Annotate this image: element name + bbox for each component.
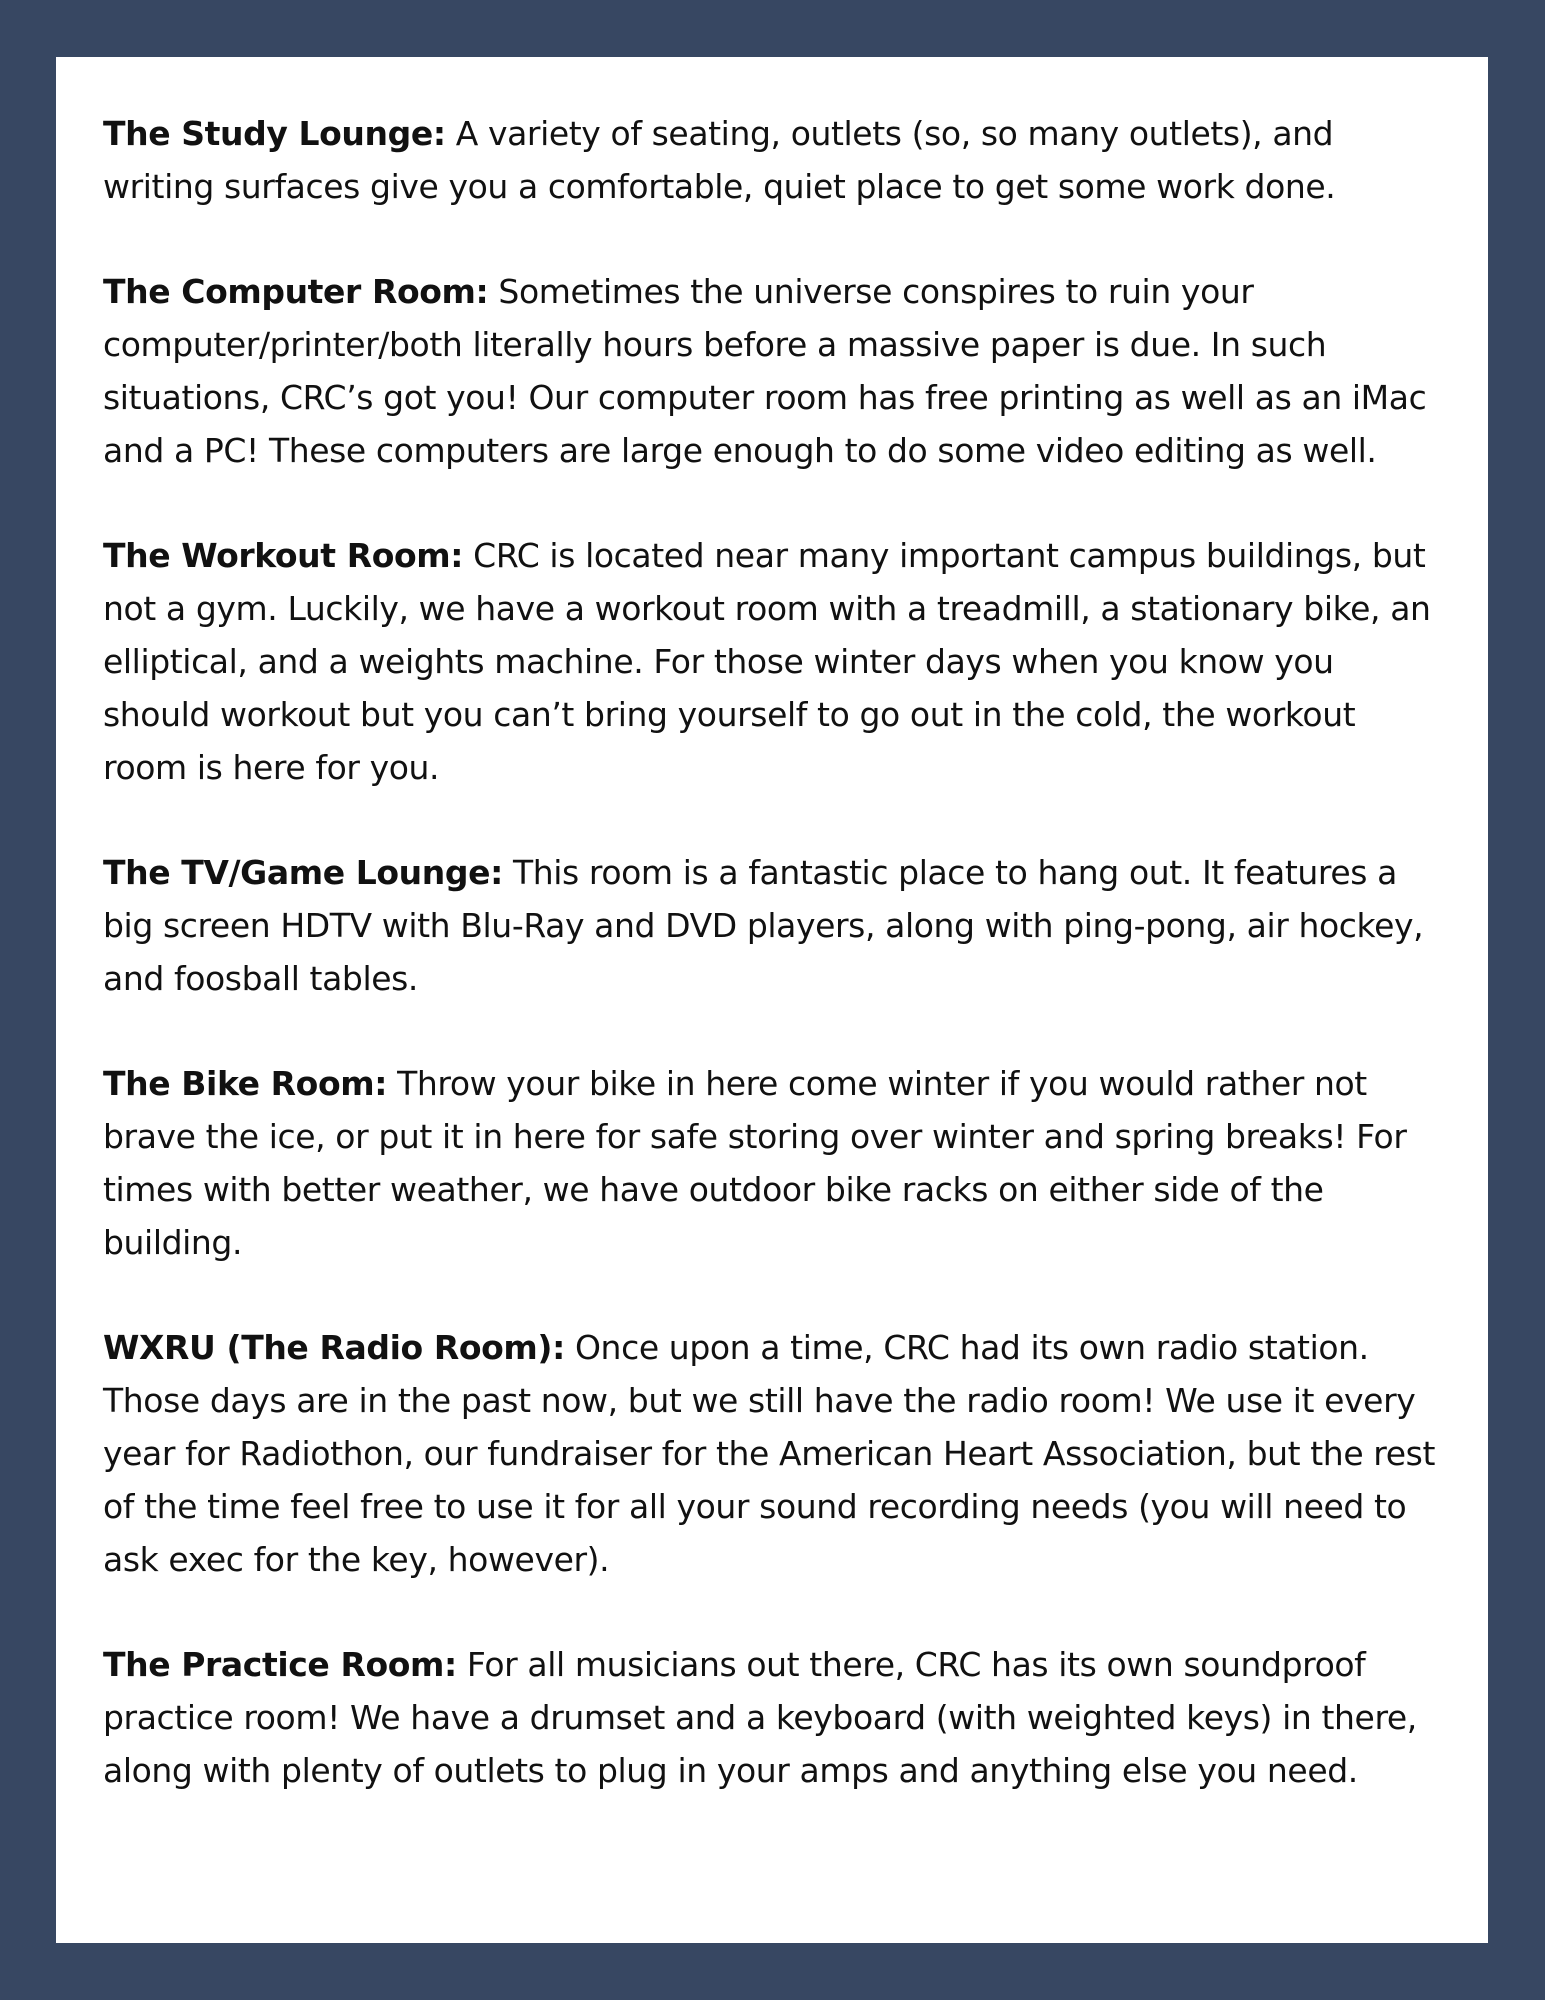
entry-text: Sometimes the universe conspires to ruin your computer/printer/both literally hours before a massive paper is due. In such situations, CRC’s got you! Our computer room has free printing as well as an iMac and a PC! These computers are large enough to do some video editing as well. [103,272,1427,470]
entry-text: Throw your bike in here come winter if you would rather not brave the ice, or put it in here for safe storing over winter and spring breaks! For times with better weather, we have outdoor bike racks on either side of the building. [103,1064,1407,1262]
entry-text: A variety of seating, outlets (so, so many outlets), and writing surfaces give you a comfortable, quiet place to get some work done. [103,114,1336,206]
entry-text: Once upon a time, CRC had its own radio station. Those days are in the past now, but we still have the radio room! We use it every year for Radiothon, our fundraiser for the American Heart Association, but the rest of the time feel free to use it for all your sound recording needs (you will need to ask exec for the key, however). [103,1328,1435,1579]
entry-tv-game-lounge [103,846,1448,1005]
entry-title: WXRU (The Radio Room): [103,1328,565,1367]
entry-computer-room [103,265,1448,477]
entry-title: The Bike Room: [103,1064,388,1103]
entry-radio-room [103,1321,1448,1586]
entry-text: This room is a fantastic place to hang out. It features a big screen HDTV with Blu-Ray and DVD players, along with ping-pong, air hockey, and foosball tables. [103,853,1424,998]
entry-workout-room [103,529,1448,794]
entry-title: The Workout Room: [103,536,464,575]
entry-practice-room [103,1638,1448,1797]
entry-text: CRC is located near many important campus buildings, but not a gym. Luckily, we have a workout room with a treadmill, a stationary bike, an elliptical, and a weights machine. For those winter days when you know you should workout but you can’t bring yourself to go out in the cold, the workout room is here for you. [103,536,1431,787]
entry-bike-room [103,1057,1448,1269]
entry-title: The Study Lounge: [103,114,446,153]
entry-text: For all musicians out there, CRC has its own soundproof practice room! We have a drumset and a keyboard (with weighted keys) in there, along with plenty of outlets to plug in your amps and anything else you need. [103,1645,1417,1790]
entry-title: The Practice Room: [103,1645,457,1684]
entry-study-lounge [103,107,1448,213]
document-page [56,57,1488,1943]
entry-title: The TV/Game Lounge: [103,853,503,892]
entry-title: The Computer Room: [103,272,489,311]
